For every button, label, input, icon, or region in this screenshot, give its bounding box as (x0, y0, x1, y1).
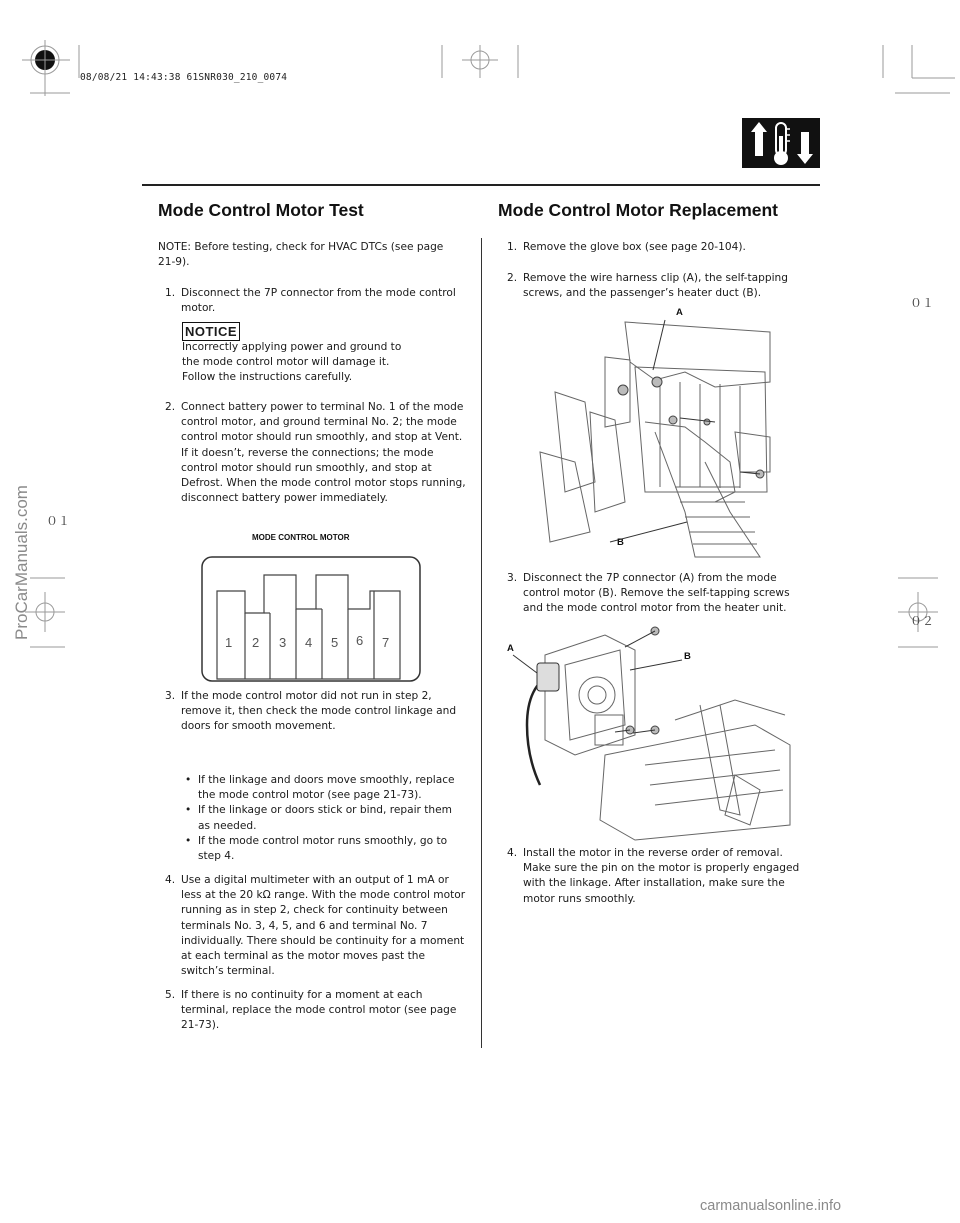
step-text: Remove the glove box (see page 20-104). (523, 241, 746, 253)
page-title-test: Mode Control Motor Test (158, 200, 364, 220)
terminal-5-label: 5 (331, 635, 339, 650)
notice-text (182, 340, 462, 386)
notice-line: Incorrectly applying power and ground to (182, 341, 402, 353)
heater-duct-illustration (535, 312, 775, 562)
page-title-replacement: Mode Control Motor Replacement (498, 200, 779, 220)
terminal-6-label: 6 (356, 633, 364, 648)
step-text: If there is no continuity for a moment at each terminal, replace the mode control motor (see page 21-73). (181, 989, 457, 1032)
step-number: 4. (507, 847, 518, 859)
step-number: 4. (165, 874, 176, 886)
step-text: Connect battery power to terminal No. 1 of the mode control motor, and ground terminal No. 2; the mode control motor should run smoothly, and stop at Vent. If it doesn’t, reverse the connections; the mode control motor should run smoothly, and stop at Defrost. When the mode control motor stops running, disconnect battery power immediately. (181, 401, 466, 505)
step-text: Disconnect the 7P connector from the mode control motor. (181, 287, 456, 315)
notice-line: Follow the instructions carefully. (182, 371, 353, 384)
watermark-carmanualsonline: carmanualsonline.info (700, 1198, 842, 1214)
margin-mark-left: ０１ (46, 514, 71, 528)
notice-line: the mode control motor will damage it. (182, 356, 390, 369)
crop-mark-top-center (442, 45, 518, 78)
terminal-3-label: 3 (279, 635, 287, 650)
column-divider (481, 238, 482, 1048)
figure2-callout-a: A (507, 643, 514, 654)
step-number: 3. (507, 572, 518, 584)
bullet-text: If the linkage or doors stick or bind, repair them as needed. (198, 804, 452, 832)
figure-label-mode-control-motor: MODE CONTROL MOTOR (252, 533, 350, 542)
mode-control-motor-illustration (505, 625, 795, 850)
step-number: 5. (165, 989, 176, 1001)
hvac-dtc-note: NOTE: Before testing, check for HVAC DTCs (see page 21-9). (158, 241, 444, 269)
step-text: Remove the wire harness clip (A), the self-tapping screws, and the passenger’s heater duct (B). (523, 272, 788, 300)
bullet-item: • If the linkage and doors move smoothly, replace the mode control motor (see page 21-73). (185, 774, 455, 802)
step-number: 2. (165, 401, 176, 413)
connector-diagram (200, 555, 425, 683)
crop-mark-top-right (883, 45, 955, 93)
figure1-callout-b: B (617, 537, 624, 548)
crop-mark-top-left (22, 40, 79, 96)
bullet-text: If the linkage and doors move smoothly, replace the mode control motor (see page 21-73). (198, 774, 455, 802)
bullet-item: • If the linkage or doors stick or bind, repair them as needed. (185, 804, 452, 832)
terminal-4-label: 4 (305, 635, 313, 650)
print-stamp: 08/08/21 14:43:38 61SNR030_210_0074 (80, 72, 288, 83)
margin-mark-right-bottom: ０２ (910, 614, 935, 628)
bullet-text: If the mode control motor runs smoothly, go to step 4. (198, 834, 448, 863)
bullet-item: • If the mode control motor runs smoothly, go to step 4. (185, 834, 448, 863)
step-number: 1. (507, 241, 518, 253)
figure1-callout-a: A (676, 307, 683, 318)
terminal-7-label: 7 (382, 635, 390, 650)
terminal-2-label: 2 (252, 635, 260, 650)
watermark-procarmanuals: ProCarManuals.com (12, 485, 31, 640)
step-text: If the mode control motor did not run in step 2, remove it, then check the mode control linkage and doors for smooth movement. (181, 690, 457, 733)
figure2-callout-b: B (684, 651, 691, 662)
margin-mark-right-top: ０１ (910, 296, 935, 310)
step-3-bullets (185, 773, 465, 864)
notice-label: NOTICE (182, 322, 240, 341)
climate-control-thermometer-icon (742, 118, 820, 168)
step-text: Use a digital multimeter with an output of 1 mA or less at the 20 kΩ range. With the mode control motor running as in step 2, check for continuity between terminals No. 3, 4, 5, and 6 and terminal No. 7 individually. There should be continuity for a moment at each terminal as the motor moves past the switch’s terminal. (181, 874, 466, 978)
step-number: 1. (165, 287, 176, 299)
step-text: Install the motor in the reverse order of removal. Make sure the pin on the motor is properly engaged with the linkage. After installation, make sure the motor runs smoothly. (523, 847, 800, 905)
step-text: Disconnect the 7P connector (A) from the mode control motor (B). Remove the self-tapping screws and the mode control motor from the heater unit. (523, 572, 790, 615)
header-rule (142, 184, 820, 186)
step-number: 3. (165, 690, 176, 702)
terminal-1-label: 1 (225, 635, 233, 650)
step-number: 2. (507, 272, 518, 284)
